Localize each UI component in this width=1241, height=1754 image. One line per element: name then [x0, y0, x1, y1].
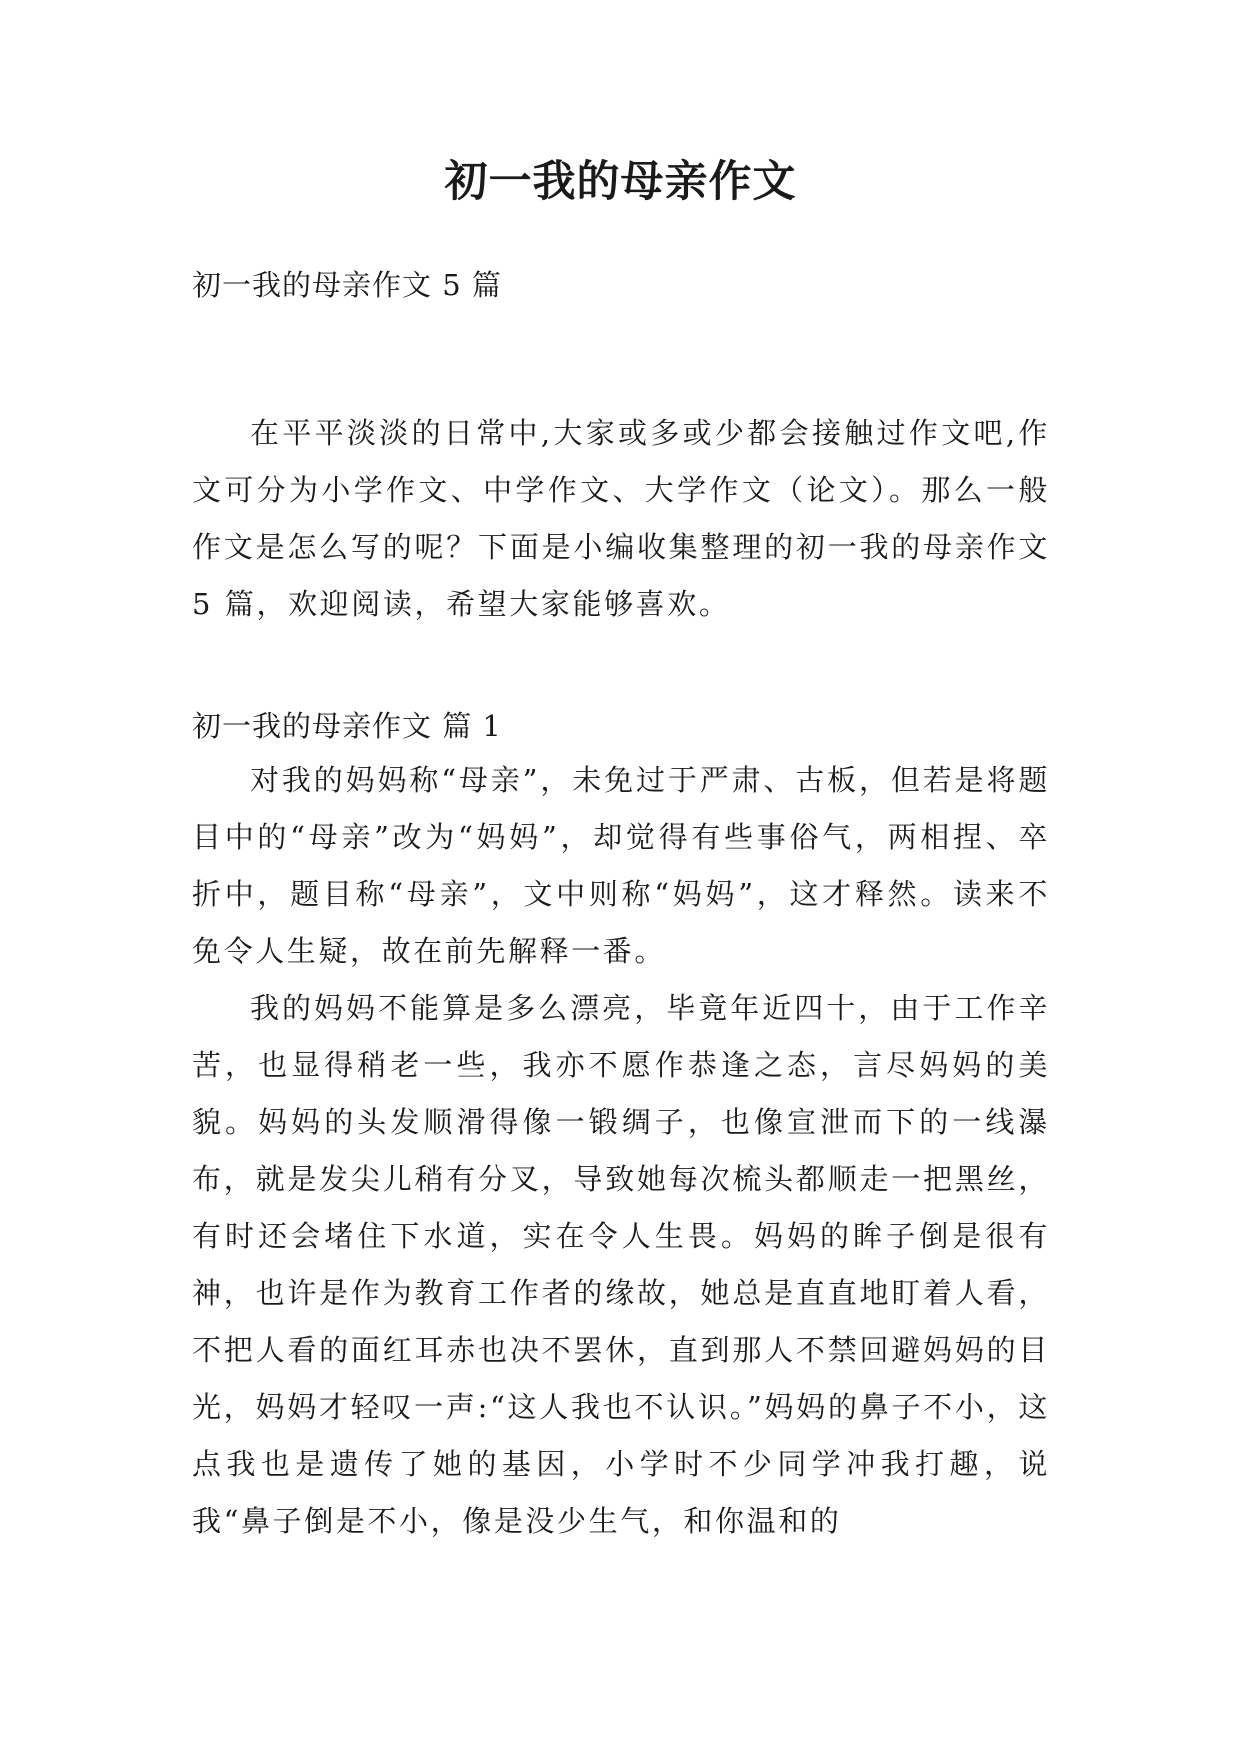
document-subtitle: 初一我的母亲作文 5 篇	[192, 268, 502, 302]
body-paragraph: 我的妈妈不能算是多么漂亮，毕竟年近四十，由于工作辛苦，也显得稍老一些，我亦不愿作恭逢之态，言尽妈妈的美貌。妈妈的头发顺滑得像一锻绸子，也像宣泄而下的一线瀑布，就是发尖儿稍有分叉，导致她每次梳头都顺走一把黑丝，有时还会堵住下水道，实在令人生畏。妈妈的眸子倒是很有神，也许是作为教育工作者的缘故，她总是直直地盯着人看，不把人看的面红耳赤也决不罢休，直到那人不禁回避妈妈的目光，妈妈才轻叹一声:“这人我也不认识。”妈妈的鼻子不小，这点我也是遗传了她的基因，小学时不少同学冲我打趣，说我“鼻子倒是不小，像是没少生气，和你温和的	[192, 991, 1050, 1538]
body-paragraph: 对我的妈妈称“母亲”，未免过于严肃、古板，但若是将题目中的“母亲”改为“妈妈”，却觉得有些事俗气，两相捏、卒折中，题目称“母亲”，文中则称“妈妈”，这才释然。读来不免令人生疑，故在前先解释一番。	[192, 763, 1050, 968]
document-title: 初一我的母亲作文	[444, 157, 797, 207]
intro-block	[192, 405, 1050, 633]
intro-paragraph: 在平平淡淡的日常中,大家或多或少都会接触过作文吧,作文可分为小学作文、中学作文、大学作文（论文）。那么一般作文是怎么写的呢？下面是小编收集整理的初一我的母亲作文 5 篇，欢迎阅读，希望大家能够喜欢。	[192, 416, 1050, 621]
section-heading: 初一我的母亲作文 篇 1	[192, 709, 502, 743]
section-body	[192, 752, 1050, 1550]
